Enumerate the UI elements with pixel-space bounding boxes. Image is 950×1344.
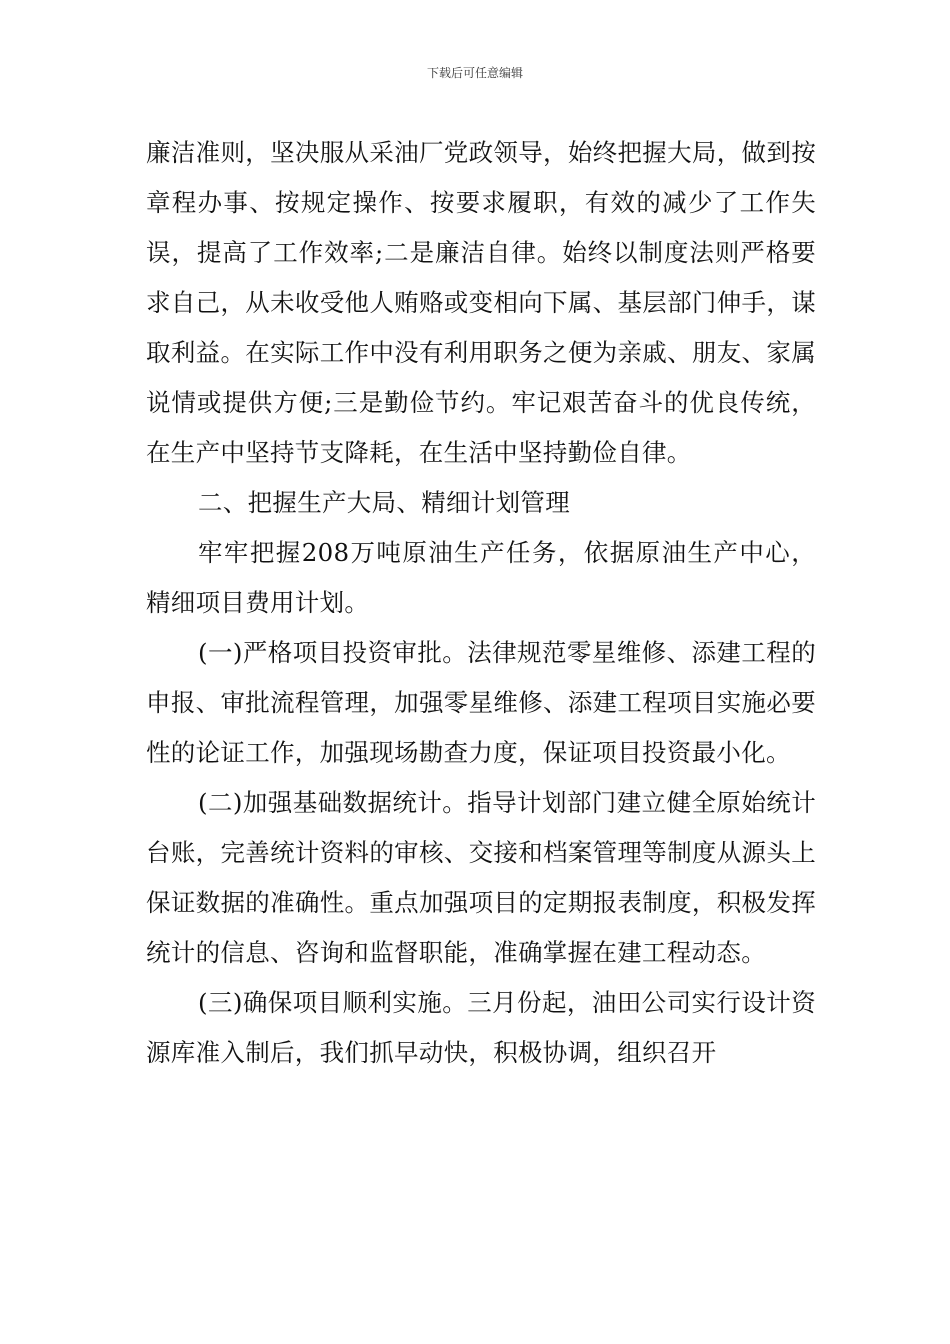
paragraph-integrity: 廉洁准则，坚决服从采油厂党政领导，始终把握大局，做到按章程办事、按规定操作、按要求履职，有效的减少了工作失误，提高了工作效率;二是廉洁自律。始终以制度法则严格要求自己，从未收受他人贿赂或变相向下属、基层部门伸手，谋取利益。在实际工作中没有利用职务之便为亲戚、朋友、家属说情或提供方便;三是勤俭节约。牢记艰苦奋斗的优良传统，在生产中坚持节支降耗，在生活中坚持勤俭自律。 [146,138,816,467]
paragraph-item-2: (二)加强基础数据统计。指导计划部门建立健全原始统计台账，完善统计资料的审核、交接和档案管理等制度从源头上保证数据的准确性。重点加强项目的定期报表制度，积极发挥统计的信息、咨询和监督职能，准确掌握在建工程动态。 [146,788,816,967]
document-body [146,128,816,1078]
paragraph-item-1: (一)严格项目投资审批。法律规范零星维修、添建工程的申报、审批流程管理，加强零星维修、添建工程项目实施必要性的论证工作，加强现场勘查力度，保证项目投资最小化。 [146,638,816,767]
page-header: 下载后可任意编辑 [426,66,523,80]
paragraph-item-3: (三)确保项目顺利实施。三月份起，油田公司实行设计资源库准入制后，我们抓早动快，积极协调，组织召开 [146,988,816,1067]
paragraph-production-task: 牢牢把握208万吨原油生产任务，依据原油生产中心，精细项目费用计划。 [146,538,816,617]
section-heading-2: 二、把握生产大局、精细计划管理 [198,488,570,517]
